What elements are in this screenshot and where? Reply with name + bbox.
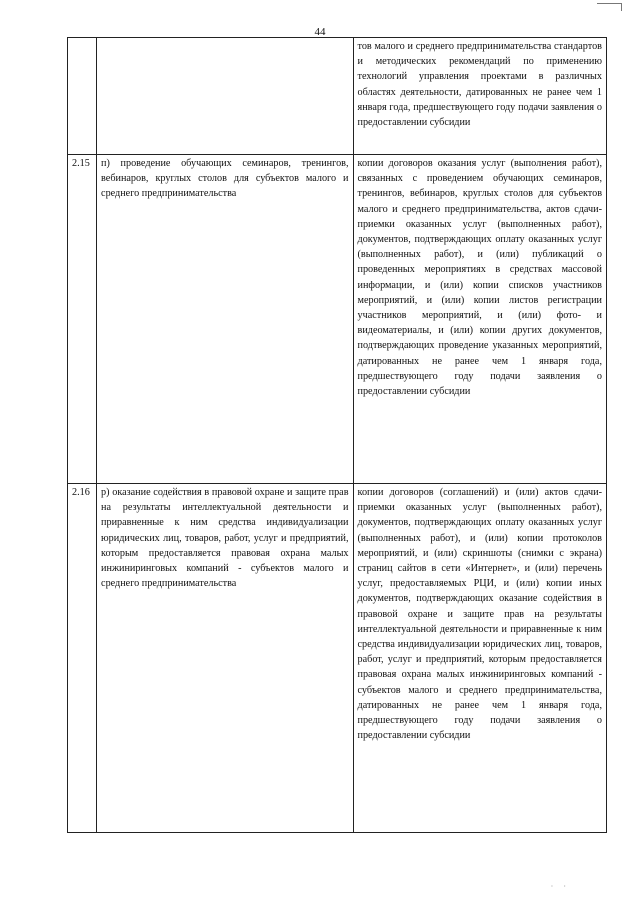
table-row [68, 38, 607, 155]
row-description: р) оказание содействия в правовой охране и защите прав на результаты интеллектуальной деятельности и приравненные к ним средства индивидуализации юридических лиц, товаров, работ, услуг и предприятий, которым предоставляется правовая охрана малых инжиниринговых компаний - субъектов малого и среднего предпринимательства [97, 484, 353, 833]
row-documents: копии договоров (соглашений) и (или) актов сдачи-приемки оказанных услуг (выполненных работ), документов, подтверждающих оплату оказанных услуг (выполненных работ), и (или) копии протоколов мероприятий, и (или) скриншоты (снимки с экрана) страниц сайтов в сети «Интернет», и (или) перечень услуг, предоставляемых РЦИ, и (или) копии иных документов, подтверждающих оказание содействия в правовой охране и защите прав на результаты интеллектуальной деятельности и приравненные к ним средства индивидуализации юридических лиц, товаров, работ, услуг и предприятий, которым предоставляется правовая охрана малых инжиниринговых компаний - субъектов малого и среднего предпринимательства, датированных не ранее чем 1 января года, предшествующего году подачи заявления о предоставлении субсидии [353, 484, 606, 833]
row-number: 2.16 [68, 484, 97, 833]
scan-artifact: · · [550, 882, 570, 891]
row-documents: тов малого и среднего предпринимательства стандартов и методических рекомендаций по применению технологий управления проектами в различных областях деятельности, датированных не ранее чем 1 января года, предшествующего году подачи заявления о предоставлении субсидии [353, 38, 606, 155]
table-row [68, 155, 607, 484]
scan-mark [597, 3, 622, 11]
row-number [68, 38, 97, 155]
requirements-table [67, 37, 607, 833]
row-number: 2.15 [68, 155, 97, 484]
page-number: 44 [314, 26, 326, 38]
row-description [97, 38, 353, 155]
row-documents: копии договоров оказания услуг (выполнения работ), связанных с проведением обучающих семинаров, тренингов, вебинаров, круглых столов для субъектов малого и среднего предпринимательства, актов сдачи-приемки оказанных услуг (выполненных работ), документов, подтверждающих оплату оказанных услуг (выполненных работ), и (или) публикаций о проведенных мероприятиях в средствах массовой информации, и (или) копии списков участников мероприятий, и (или) копии листов регистрации участников мероприятий, и (или) фото- и видеоматериалы, и (или) копии других документов, подтверждающих проведение указанных мероприятий, датированных не ранее чем 1 января года, предшествующего году подачи заявления о предоставлении субсидии [353, 155, 606, 484]
table-row [68, 484, 607, 833]
row-description: п) проведение обучающих семинаров, тренингов, вебинаров, круглых столов для субъектов малого и среднего предпринимательства [97, 155, 353, 484]
